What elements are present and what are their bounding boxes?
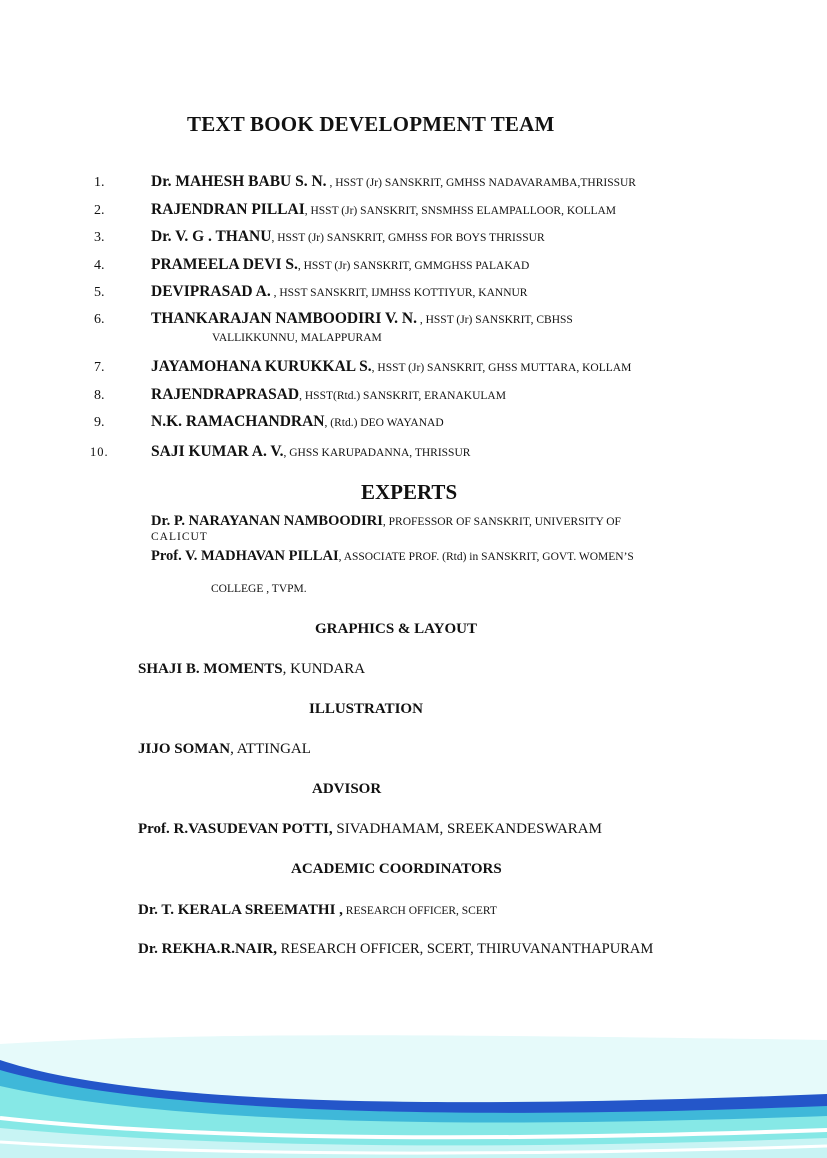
member-number: 8. (94, 388, 105, 403)
member-number: 2. (94, 203, 105, 218)
credit-name: Dr. REKHA.R.NAIR, (138, 941, 278, 957)
credit-detail: RESEARCH OFFICER, SCERT (342, 905, 497, 917)
advisor-credit (138, 820, 602, 838)
expert-name: Dr. P. NARAYANAN NAMBOODIRI (151, 513, 383, 529)
member-number: 6. (94, 312, 105, 327)
member-detail: , HSST (Jr) SANSKRIT, CBHSS (416, 314, 573, 326)
illustration-credit (138, 740, 311, 758)
team-member (151, 228, 545, 246)
member-detail: , GHSS KARUPADANNA, THRISSUR (283, 447, 471, 459)
team-member (151, 358, 631, 376)
graphics-heading: GRAPHICS & LAYOUT (315, 621, 477, 637)
member-name: RAJENDRAN PILLAI (151, 201, 305, 218)
member-name: N.K. RAMACHANDRAN (151, 413, 325, 430)
team-member (151, 283, 527, 301)
expert-entry (151, 547, 634, 565)
member-detail: , HSST SANSKRIT, IJMHSS KOTTIYUR, KANNUR (270, 287, 528, 299)
team-member (151, 386, 506, 404)
credit-detail: SIVADHAMAM, SREEKANDESWARAM (332, 821, 602, 837)
credit-name: SHAJI B. MOMENTS (138, 661, 283, 677)
credit-name: JIJO SOMAN (138, 741, 231, 757)
team-member (151, 443, 470, 461)
member-number: 4. (94, 258, 105, 273)
academic-heading: ACADEMIC COORDINATORS (291, 861, 502, 877)
member-number: 5. (94, 285, 105, 300)
member-name: THANKARAJAN NAMBOODIRI V. N. (151, 310, 417, 327)
member-name: Dr. V. G . THANU (151, 228, 272, 245)
member-name: JAYAMOHANA KURUKKAL S. (151, 358, 372, 375)
member-name: SAJI KUMAR A. V. (151, 443, 284, 460)
member-name: RAJENDRAPRASAD (151, 386, 300, 403)
expert-detail: , ASSOCIATE PROF. (Rtd) in SANSKRIT, GOVT. WOMEN’S (338, 551, 634, 563)
member-detail: , HSST (Jr) SANSKRIT, SNSMHSS ELAMPALLOOR, KOLLAM (304, 205, 617, 217)
member-detail: , HSST(Rtd.) SANSKRIT, ERANAKULAM (299, 390, 506, 402)
advisor-heading: ADVISOR (312, 781, 382, 797)
coordinator-credit (138, 940, 653, 958)
member-name: Dr. MAHESH BABU S. N. (151, 173, 327, 190)
team-member (151, 256, 529, 274)
member-name: PRAMEELA DEVI S. (151, 256, 298, 273)
graphics-credit (138, 660, 365, 678)
credit-name: Prof. R.VASUDEVAN POTTI, (138, 821, 333, 837)
team-member (151, 173, 636, 191)
expert-detail-continued: CALICUT (151, 531, 208, 543)
member-detail-continued: VALLIKKUNNU, MALAPPURAM (212, 332, 382, 344)
credit-detail: , KUNDARA (282, 661, 366, 677)
credit-detail: , ATTINGAL (230, 741, 311, 757)
illustration-heading: ILLUSTRATION (309, 701, 423, 717)
team-member (151, 201, 616, 219)
member-detail: , HSST (Jr) SANSKRIT, GMHSS FOR BOYS THRISSUR (271, 232, 545, 244)
credit-detail: RESEARCH OFFICER, SCERT, THIRUVANANTHAPURAM (277, 941, 654, 957)
expert-entry (151, 512, 621, 530)
expert-name: Prof. V. MADHAVAN PILLAI (151, 548, 339, 564)
member-number: 9. (94, 415, 105, 430)
experts-heading: EXPERTS (361, 480, 458, 504)
member-number: 3. (94, 230, 105, 245)
member-detail: , HSST (Jr) SANSKRIT, GMHSS NADAVARAMBA,THRISSUR (326, 177, 636, 189)
expert-detail-continued: COLLEGE , TVPM. (211, 583, 307, 595)
coordinator-credit (138, 901, 497, 919)
member-detail: , HSST (Jr) SANSKRIT, GMMGHSS PALAKAD (297, 260, 530, 272)
member-detail: , (Rtd.) DEO WAYANAD (324, 417, 444, 429)
wave-decoration (0, 1030, 827, 1158)
team-member (151, 413, 444, 431)
credit-name: Dr. T. KERALA SREEMATHI , (138, 902, 343, 918)
member-number: 1. (94, 175, 105, 190)
expert-detail: , PROFESSOR OF SANSKRIT, UNIVERSITY OF (382, 516, 621, 528)
member-detail: , HSST (Jr) SANSKRIT, GHSS MUTTARA, KOLLAM (371, 362, 632, 374)
member-number: 7. (94, 360, 105, 375)
member-number: 10. (90, 445, 109, 459)
page-title: TEXT BOOK DEVELOPMENT TEAM (187, 112, 555, 136)
team-member (151, 310, 573, 328)
member-name: DEVIPRASAD A. (151, 283, 271, 300)
